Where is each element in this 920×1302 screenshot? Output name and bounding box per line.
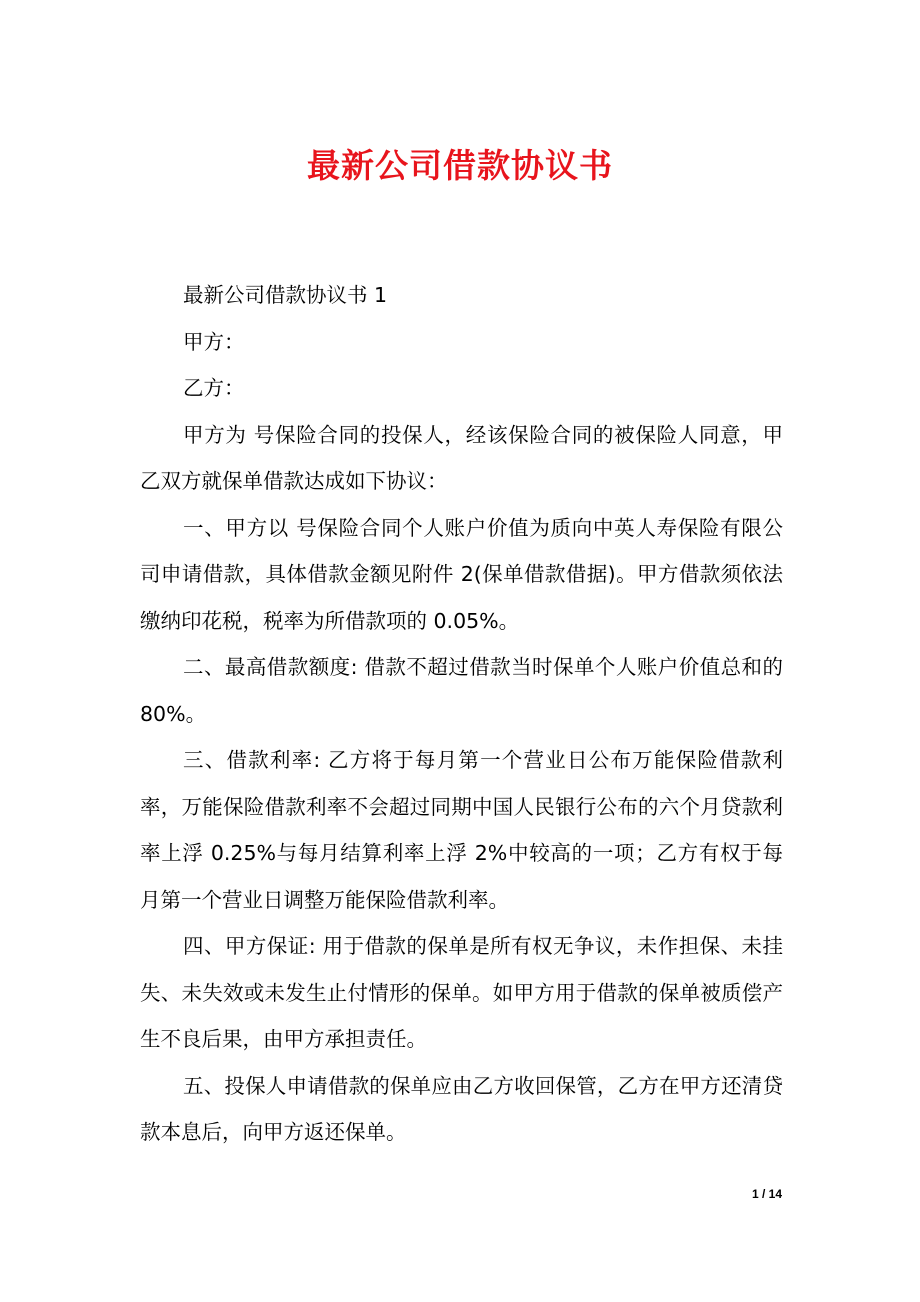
paragraph-clause-4: 四、甲方保证: 用于借款的保单是所有权无争议，未作担保、未挂失、未失效或未发生止付情形的保单。如甲方用于借款的保单被质偿产生不良后果，由甲方承担责任。 — [140, 934, 783, 1051]
document-body — [140, 272, 783, 1156]
paragraph-party-b: 乙方： — [183, 376, 245, 400]
paragraph-heading: 最新公司借款协议书 1 — [183, 283, 388, 307]
paragraph-preamble: 甲方为 号保险合同的投保人，经该保险合同的被保险人同意，甲乙双方就保单借款达成如下协议： — [140, 422, 783, 493]
paragraph-clause-1: 一、甲方以 号保险合同个人账户价值为质向中英人寿保险有限公司申请借款，具体借款金额见附件 2(保单借款借据)。甲方借款须依法缴纳印花税，税率为所借款项的 0.05%。 — [140, 515, 783, 633]
paragraph-clause-5: 五、投保人申请借款的保单应由乙方收回保管，乙方在甲方还清贷款本息后，向甲方返还保单。 — [140, 1073, 783, 1144]
paragraph-clause-3: 三、借款利率: 乙方将于每月第一个营业日公布万能保险借款利率，万能保险借款利率不会超过同期中国人民银行公布的六个月贷款利率上浮 0.25%与每月结算利率上浮 2%中较高的一项；乙方有权于每月第一个营业日调整万能保险借款利率。 — [140, 748, 783, 912]
paragraph-clause-2: 二、最高借款额度: 借款不超过借款当时保单个人账户价值总和的 80%。 — [140, 655, 783, 726]
document-title: 最新公司借款协议书 — [307, 146, 613, 185]
page-number: 1 / 14 — [751, 1187, 782, 1201]
paragraph-party-a: 甲方： — [183, 329, 245, 354]
